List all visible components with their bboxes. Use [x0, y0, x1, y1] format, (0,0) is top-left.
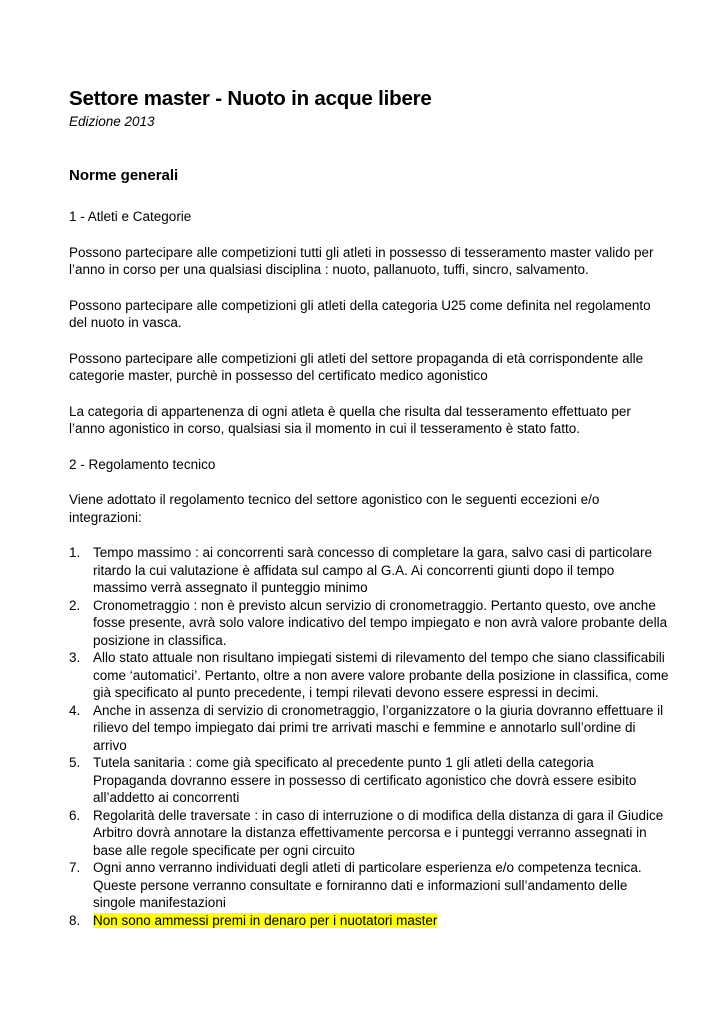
list-item	[69, 702, 669, 755]
list-item-number: 3.	[69, 650, 81, 665]
list-item-number: 5.	[69, 755, 81, 770]
section1-paragraph-2: Possono partecipare alle competizioni gli atleti della categoria U25 come definita nel regolamento del nuoto in vasca.	[69, 297, 651, 330]
section2-intro: Viene adottato il regolamento tecnico del settore agonistico con le seguenti eccezioni e/o integrazioni:	[69, 492, 600, 525]
list-item-number: 4.	[69, 702, 81, 718]
list-item-text: Tempo massimo : ai concorrenti sarà concesso di completare la gara, salvo casi di particolare ritardo la cui valutazione è affidata sul campo al G.A. Ai concorrenti giunti dopo il tempo massimo verrà assegnato il punteggio minimo	[93, 545, 652, 595]
section2-title: 2 - Regolamento tecnico	[69, 456, 216, 472]
list-item	[69, 544, 669, 597]
list-item	[69, 859, 669, 912]
document-title: Settore master - Nuoto in acque libere	[69, 87, 432, 110]
section1-paragraph-4: La categoria di appartenenza di ogni atleta è quella che risulta dal tesseramento effettuato per l’anno agonistico in corso, qualsiasi sia il momento in cui il tesseramento è stato fatto.	[69, 403, 631, 436]
list-item-text: Anche in assenza di servizio di cronometraggio, l’organizzatore o la giuria dovranno effettuare il rilievo del tempo impiegato dai primi tre arrivati maschi e femmine e annotarlo sull’ordine di arrivo	[93, 702, 664, 753]
highlight-mark	[69, 912, 438, 928]
list-item-text: Cronometraggio : non è previsto alcun servizio di cronometraggio. Pertanto questo, ove anche fosse presente, avrà solo valore indicativo del tempo impiegato e non avrà valore probante della posizione in classifica.	[93, 597, 668, 648]
list-item	[69, 754, 669, 807]
section1-paragraph-1: Possono partecipare alle competizioni tutti gli atleti in possesso di tesseramento master valido per l’anno in corso per una qualsiasi disciplina : nuoto, pallanuoto, tuffi, sincro, salvamento.	[69, 244, 654, 277]
list-item-number: 7.	[69, 860, 81, 875]
list-item	[69, 597, 669, 650]
section1-paragraph-3: Possono partecipare alle competizioni gli atleti del settore propaganda di età corrispondente alle categorie master, purchè in possesso del certificato medico agonistico	[69, 350, 644, 383]
list-item-text: Regolarità delle traversate : in caso di interruzione o di modifica della distanza di gara il Giudice Arbitro dovrà annotare la distanza effettivamente percorsa e i punteggi verranno assegnati in base alle regole specificate per ogni circuito	[93, 807, 664, 858]
rules-list	[69, 544, 669, 929]
list-item-number: 6.	[69, 807, 81, 823]
list-item-number: 1.	[69, 545, 81, 560]
list-item-text: Non sono ammessi premi in denaro per i nuotatori master	[93, 912, 438, 928]
edition-label: Edizione 2013	[69, 114, 155, 129]
section-heading: Norme generali	[69, 167, 179, 184]
section1-title: 1 - Atleti e Categorie	[69, 209, 192, 224]
document-content	[69, 86, 669, 929]
highlighted-list-item	[69, 912, 669, 930]
list-item-text: Ogni anno verranno individuati degli atleti di particolare esperienza e/o competenza tecnica. Queste persone verranno consultate e forniranno dati e informazioni sull’andamento delle singole manifestazioni	[93, 860, 642, 910]
list-item	[69, 649, 669, 702]
list-item-text: Allo stato attuale non risultano impiegati sistemi di rilevamento del tempo che siano classificabili come ‘automatici’. Pertanto, oltre a non avere valore probante della posizione in classifica, come già specificato al punto precedente, i tempi rilevati devono essere espressi in decimi.	[93, 650, 669, 700]
list-item-text: Tutela sanitaria : come già specificato al precedente punto 1 gli atleti della categoria Propaganda dovranno essere in possesso di certificato agonistico che dovrà essere esibito all’addetto ai concorrenti	[93, 755, 637, 805]
list-item-number: 2.	[69, 597, 81, 613]
list-item	[69, 807, 669, 860]
list-item-number: 8.	[69, 912, 81, 928]
